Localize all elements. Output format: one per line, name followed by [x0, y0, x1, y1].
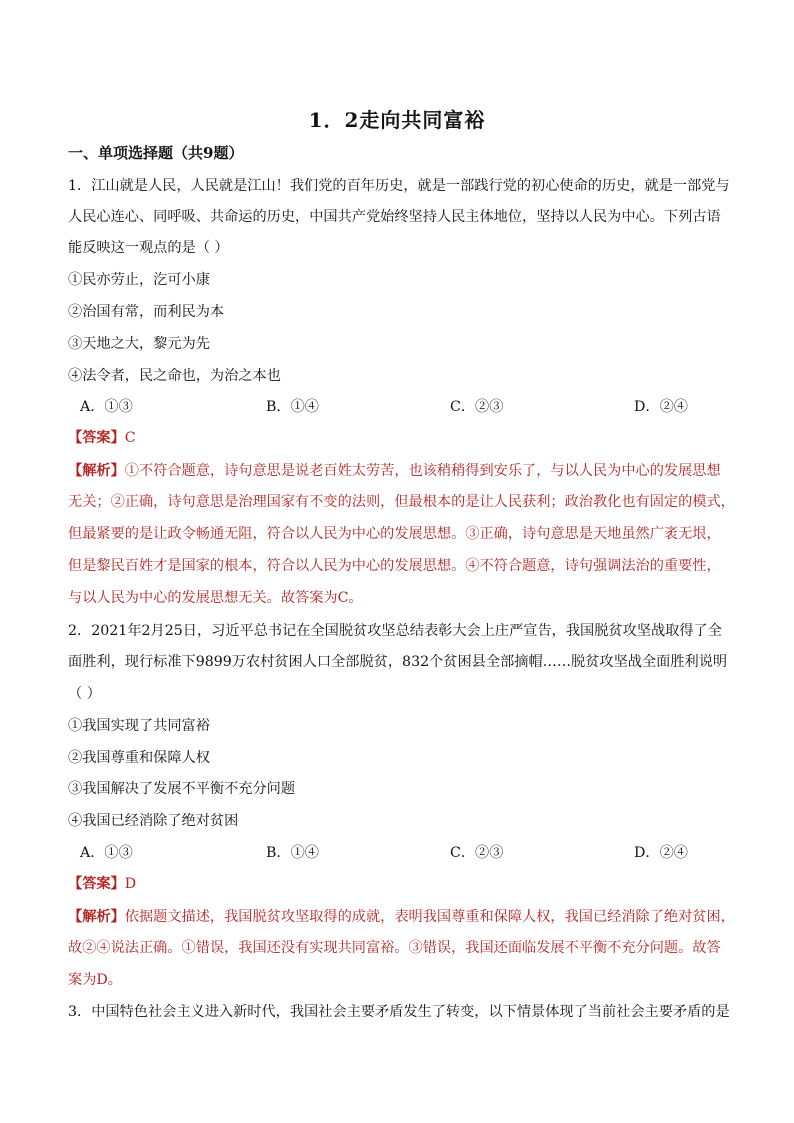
q1-option-c[interactable]: C．②③ — [450, 399, 504, 415]
q2-options — [80, 843, 720, 863]
section-heading: 一、单项选择题（共9题） — [68, 144, 244, 162]
q1-analysis-line-3: 但最紧要的是让政令畅通无阻，符合以人民为中心的发展思想。③正确，诗句意思是天地虽然广袤无垠， — [68, 526, 721, 542]
q2-analysis-tag: 【解析】 — [68, 909, 125, 925]
q1-answer-tag: 【答案】 — [68, 430, 125, 446]
q2-statement-1: ①我国实现了共同富裕 — [68, 718, 210, 734]
q2-stem-line-1: 2．2021年2月25日，习近平总书记在全国脱贫攻坚总结表彰大会上庄严宣告，我国脱贫攻坚战取得了全 — [68, 623, 722, 639]
q1-option-d[interactable]: D．②④ — [634, 399, 688, 415]
q1-analysis-line-2: 无关；②正确，诗句意思是治理国家有不变的法则，但最根本的是让人民获利；政治教化也有固定的模式， — [68, 494, 735, 510]
q1-stem-line-3: 能反映这一观点的是（ ） — [68, 240, 229, 256]
q1-analysis-line-1 — [68, 461, 721, 481]
page-title: 1．2走向共同富裕 — [308, 108, 486, 132]
q2-option-c[interactable]: C．②③ — [450, 845, 504, 861]
q1-answer — [68, 428, 136, 448]
q2-answer-tag: 【答案】 — [68, 876, 125, 892]
q1-option-b[interactable]: B．①④ — [266, 399, 319, 415]
q2-option-b[interactable]: B．①④ — [266, 845, 319, 861]
q1-analysis-line-5: 与以人民为中心的发展思想无关。故答案为C。 — [68, 590, 363, 606]
q1-analysis-text-1: ①不符合题意，诗句意思是说老百姓太劳苦，也该稍稍得到安乐了，与以人民为中心的发展思想 — [124, 463, 721, 479]
q1-option-a[interactable]: A．①③ — [80, 399, 133, 415]
q1-statement-1: ①民亦劳止，汔可小康 — [68, 272, 210, 288]
q1-stem-line-2: 人民心连心、同呼吸、共命运的历史，中国共产党始终坚持人民主体地位，坚持以人民为中心。下列古语 — [68, 209, 721, 225]
q2-analysis-line-3: 案为D。 — [68, 972, 122, 988]
q2-option-d[interactable]: D．②④ — [634, 845, 688, 861]
q1-stem-line-1: 1．江山就是人民，人民就是江山！我们党的百年历史，就是一部践行党的初心使命的历史，就是一部党与 — [68, 178, 730, 194]
q2-statement-4: ④我国已经消除了绝对贫困 — [68, 813, 239, 829]
q2-analysis-line-1 — [68, 907, 735, 927]
q1-statement-3: ③天地之大，黎元为先 — [68, 336, 210, 352]
q2-analysis-text-1: 依据题文描述，我国脱贫攻坚取得的成就，表明我国尊重和保障人权，我国已经消除了绝对贫困， — [124, 909, 735, 925]
q1-analysis-line-4: 但是黎民百姓才是国家的根本，符合以人民为中心的发展思想。④不符合题意，诗句强调法治的重要性， — [68, 558, 721, 574]
q1-answer-value: C — [124, 430, 136, 446]
q2-statement-2: ②我国尊重和保障人权 — [68, 750, 210, 766]
q2-answer — [68, 874, 136, 894]
q2-analysis-line-2: 故②④说法正确。①错误，我国还没有实现共同富裕。③错误，我国还面临发展不平衡不充分问题。故答 — [68, 940, 721, 956]
q1-analysis-tag: 【解析】 — [68, 463, 125, 479]
q2-answer-value: D — [124, 876, 137, 892]
q1-statement-4: ④法令者，民之命也，为治之本也 — [68, 368, 281, 384]
q2-stem-line-3: （ ） — [68, 686, 101, 702]
q2-option-a[interactable]: A．①③ — [80, 845, 133, 861]
q3-stem-line-1: 3．中国特色社会主义进入新时代，我国社会主要矛盾发生了转变，以下情景体现了当前社会主要矛盾的是 — [68, 1004, 730, 1020]
q2-statement-3: ③我国解决了发展不平衡不充分问题 — [68, 781, 296, 797]
q1-statement-2: ②治国有常，而利民为本 — [68, 304, 225, 320]
q2-stem-line-2: 面胜利，现行标准下9899万农村贫困人口全部脱贫，832个贫困县全部摘帽……脱贫攻坚战全面胜利说明 — [68, 654, 728, 670]
q1-options — [80, 397, 720, 417]
